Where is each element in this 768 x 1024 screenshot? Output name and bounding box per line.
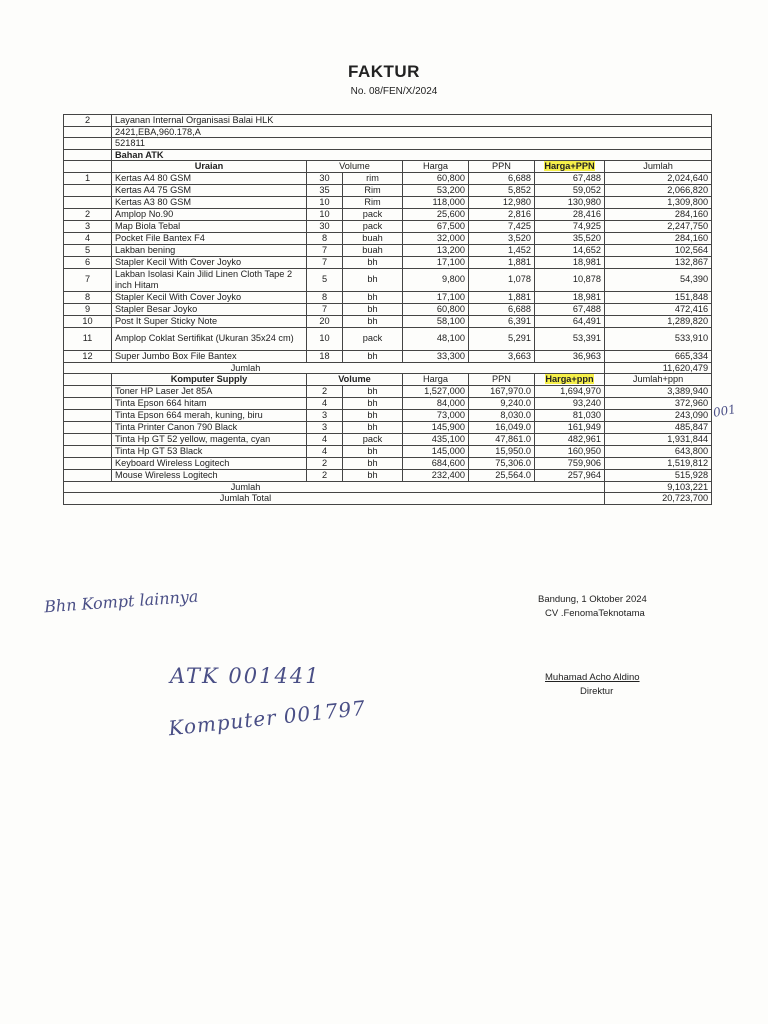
row-qty: 7 (307, 244, 343, 256)
row-item: Stapler Kecil With Cover Joyko (112, 256, 307, 268)
row-no (64, 196, 112, 208)
row-harga: 25,600 (403, 208, 469, 220)
table-row (64, 409, 712, 421)
row-item: Tinta Hp GT 52 yellow, magenta, cyan (112, 433, 307, 445)
row-jumlah: 372,960 (605, 397, 712, 409)
table-row (64, 457, 712, 469)
handwritten-note-komputer: Komputer 001797 (167, 695, 367, 741)
row-ppn: 3,663 (469, 350, 535, 362)
col-ppn-2: PPN (469, 374, 535, 386)
row-qty: 4 (307, 445, 343, 457)
table-row (64, 172, 712, 184)
row-qty: 10 (307, 327, 343, 350)
table-row (64, 397, 712, 409)
atk-total-value: 11,620,479 (605, 362, 712, 374)
row-ppn: 15,950.0 (469, 445, 535, 457)
row-no (64, 385, 112, 397)
row-item: Mouse Wireless Logitech (112, 469, 307, 481)
row-harga-ppn: 67,488 (535, 172, 605, 184)
row-qty: 20 (307, 315, 343, 327)
info-row (64, 126, 712, 138)
col-harga-ppn-2-label: Harga+ppn (545, 374, 594, 384)
info-line-1: Layanan Internal Organisasi Balai HLK (112, 115, 712, 127)
col-uraian: Uraian (112, 161, 307, 173)
info-no: 2 (64, 115, 112, 127)
komp-header-row (64, 374, 712, 386)
row-qty: 3 (307, 421, 343, 433)
row-no: 10 (64, 315, 112, 327)
info-row (64, 115, 712, 127)
row-item: Lakban bening (112, 244, 307, 256)
row-jumlah: 1,931,844 (605, 433, 712, 445)
info-line-2: 2421,EBA,960.178,A (112, 126, 712, 138)
row-harga: 84,000 (403, 397, 469, 409)
row-no (64, 184, 112, 196)
row-ppn: 3,520 (469, 232, 535, 244)
row-ppn: 25,564.0 (469, 469, 535, 481)
row-jumlah: 2,247,750 (605, 220, 712, 232)
section-row (64, 149, 712, 161)
row-ppn: 8,030.0 (469, 409, 535, 421)
row-harga-ppn: 759,906 (535, 457, 605, 469)
row-ppn: 7,425 (469, 220, 535, 232)
row-ppn: 5,291 (469, 327, 535, 350)
row-jumlah: 515,928 (605, 469, 712, 481)
row-harga: 58,100 (403, 315, 469, 327)
row-jumlah: 243,090 (605, 409, 712, 421)
row-no (64, 409, 112, 421)
row-no (64, 421, 112, 433)
place-date: Bandung, 1 Oktober 2024 (538, 594, 647, 605)
row-no: 7 (64, 268, 112, 291)
col-harga-ppn-label: Harga+PPN (544, 161, 595, 171)
row-qty: 4 (307, 433, 343, 445)
row-jumlah: 1,309,800 (605, 196, 712, 208)
row-harga: 53,200 (403, 184, 469, 196)
row-qty: 7 (307, 256, 343, 268)
row-jumlah: 2,024,640 (605, 172, 712, 184)
row-harga-ppn: 161,949 (535, 421, 605, 433)
row-jumlah: 485,847 (605, 421, 712, 433)
row-harga: 684,600 (403, 457, 469, 469)
row-no: 1 (64, 172, 112, 184)
row-qty: 8 (307, 232, 343, 244)
invoice-table (63, 114, 712, 505)
row-unit: bh (343, 469, 403, 481)
table-row (64, 220, 712, 232)
signer-name: Muhamad Acho Aldino (545, 672, 640, 683)
row-harga-ppn: 59,052 (535, 184, 605, 196)
grand-total-row (64, 493, 712, 505)
row-no: 9 (64, 303, 112, 315)
row-qty: 3 (307, 409, 343, 421)
grand-total-value: 20,723,700 (605, 493, 712, 505)
row-ppn: 47,861.0 (469, 433, 535, 445)
row-ppn: 9,240.0 (469, 397, 535, 409)
row-harga: 33,300 (403, 350, 469, 362)
invoice-number: No. 08/FEN/X/2024 (350, 86, 438, 97)
row-qty: 35 (307, 184, 343, 196)
row-item: Stapler Kecil With Cover Joyko (112, 291, 307, 303)
row-unit: bh (343, 315, 403, 327)
row-ppn: 75,306.0 (469, 457, 535, 469)
row-no: 12 (64, 350, 112, 362)
table-row (64, 184, 712, 196)
row-unit: bh (343, 291, 403, 303)
company-name: CV .FenomaTeknotama (545, 608, 645, 619)
invoice-table-body (64, 115, 712, 505)
row-unit: bh (343, 457, 403, 469)
row-unit: buah (343, 244, 403, 256)
row-no (64, 469, 112, 481)
row-unit: bh (343, 409, 403, 421)
row-qty: 2 (307, 385, 343, 397)
row-no: 5 (64, 244, 112, 256)
row-harga: 145,000 (403, 445, 469, 457)
row-unit: bh (343, 385, 403, 397)
komp-total-row (64, 481, 712, 493)
row-item: Amplop No.90 (112, 208, 307, 220)
komp-total-label: Jumlah (64, 481, 605, 493)
row-harga-ppn: 74,925 (535, 220, 605, 232)
row-no: 2 (64, 208, 112, 220)
row-jumlah: 643,800 (605, 445, 712, 457)
row-jumlah: 102,564 (605, 244, 712, 256)
row-unit: bh (343, 268, 403, 291)
row-unit: bh (343, 256, 403, 268)
komp-total-value: 9,103,221 (605, 481, 712, 493)
section-title: Bahan ATK (112, 149, 712, 161)
row-unit: pack (343, 220, 403, 232)
atk-total-row (64, 362, 712, 374)
row-harga: 17,100 (403, 291, 469, 303)
row-harga-ppn: 130,980 (535, 196, 605, 208)
row-jumlah: 3,389,940 (605, 385, 712, 397)
row-harga: 145,900 (403, 421, 469, 433)
row-ppn: 6,391 (469, 315, 535, 327)
row-harga: 67,500 (403, 220, 469, 232)
table-row (64, 385, 712, 397)
info-row (64, 138, 712, 150)
row-harga-ppn: 36,963 (535, 350, 605, 362)
row-harga: 48,100 (403, 327, 469, 350)
row-qty: 10 (307, 196, 343, 208)
invoice-title: FAKTUR (348, 62, 420, 81)
col-volume-2: Volume (307, 374, 403, 386)
row-item: Amplop Coklat Sertifikat (Ukuran 35x24 cm) (112, 327, 307, 350)
row-harga-ppn: 160,950 (535, 445, 605, 457)
table-row (64, 268, 712, 291)
row-jumlah: 1,289,820 (605, 315, 712, 327)
signer-role: Direktur (580, 686, 614, 697)
row-harga-ppn: 18,981 (535, 291, 605, 303)
row-jumlah: 284,160 (605, 208, 712, 220)
row-qty: 30 (307, 220, 343, 232)
row-ppn: 5,852 (469, 184, 535, 196)
table-row (64, 421, 712, 433)
row-ppn: 1,881 (469, 291, 535, 303)
table-row (64, 291, 712, 303)
table-row (64, 256, 712, 268)
row-harga-ppn: 14,652 (535, 244, 605, 256)
row-harga: 118,000 (403, 196, 469, 208)
row-harga-ppn: 93,240 (535, 397, 605, 409)
row-no: 3 (64, 220, 112, 232)
col-komputer-supply: Komputer Supply (112, 374, 307, 386)
row-harga-ppn: 10,878 (535, 268, 605, 291)
row-unit: pack (343, 327, 403, 350)
row-harga: 13,200 (403, 244, 469, 256)
col-ppn: PPN (469, 161, 535, 173)
row-qty: 10 (307, 208, 343, 220)
table-row (64, 232, 712, 244)
row-jumlah: 1,519,812 (605, 457, 712, 469)
table-row (64, 244, 712, 256)
row-harga: 17,100 (403, 256, 469, 268)
row-harga-ppn: 1,694,970 (535, 385, 605, 397)
row-ppn: 16,049.0 (469, 421, 535, 433)
row-item: Tinta Hp GT 53 Black (112, 445, 307, 457)
row-harga-ppn: 81,030 (535, 409, 605, 421)
row-harga: 9,800 (403, 268, 469, 291)
row-unit: bh (343, 303, 403, 315)
row-no (64, 433, 112, 445)
row-qty: 30 (307, 172, 343, 184)
row-harga-ppn: 35,520 (535, 232, 605, 244)
row-unit: pack (343, 208, 403, 220)
row-qty: 18 (307, 350, 343, 362)
row-item: Toner HP Laser Jet 85A (112, 385, 307, 397)
row-harga: 60,800 (403, 172, 469, 184)
row-harga-ppn: 257,964 (535, 469, 605, 481)
row-harga: 1,527,000 (403, 385, 469, 397)
table-row (64, 196, 712, 208)
row-no: 6 (64, 256, 112, 268)
row-harga: 32,000 (403, 232, 469, 244)
handwritten-margin-note: 001 (711, 402, 737, 420)
table-row (64, 327, 712, 350)
row-harga-ppn: 67,488 (535, 303, 605, 315)
row-harga-ppn: 53,391 (535, 327, 605, 350)
row-jumlah: 132,867 (605, 256, 712, 268)
row-item: Super Jumbo Box File Bantex (112, 350, 307, 362)
row-no: 4 (64, 232, 112, 244)
col-jumlah-ppn: Jumlah+ppn (605, 374, 712, 386)
row-harga-ppn: 28,416 (535, 208, 605, 220)
row-qty: 8 (307, 291, 343, 303)
row-item: Post It Super Sticky Note (112, 315, 307, 327)
row-ppn: 1,452 (469, 244, 535, 256)
row-unit: Rim (343, 184, 403, 196)
row-harga: 232,400 (403, 469, 469, 481)
row-harga: 73,000 (403, 409, 469, 421)
table-row (64, 315, 712, 327)
row-no: 8 (64, 291, 112, 303)
row-harga-ppn: 18,981 (535, 256, 605, 268)
row-item: Kertas A4 75 GSM (112, 184, 307, 196)
row-unit: Rim (343, 196, 403, 208)
row-jumlah: 472,416 (605, 303, 712, 315)
row-no (64, 445, 112, 457)
row-qty: 4 (307, 397, 343, 409)
row-jumlah: 2,066,820 (605, 184, 712, 196)
row-ppn: 12,980 (469, 196, 535, 208)
grand-total-label: Jumlah Total (64, 493, 605, 505)
row-harga-ppn: 482,961 (535, 433, 605, 445)
row-item: Kertas A4 80 GSM (112, 172, 307, 184)
table-row (64, 208, 712, 220)
row-item: Tinta Printer Canon 790 Black (112, 421, 307, 433)
row-item: Pocket File Bantex F4 (112, 232, 307, 244)
atk-header-row (64, 161, 712, 173)
row-no: 11 (64, 327, 112, 350)
info-line-3: 521811 (112, 138, 712, 150)
row-unit: pack (343, 433, 403, 445)
row-item: Tinta Epson 664 hitam (112, 397, 307, 409)
handwritten-note-atk: ATK 001441 (170, 664, 321, 688)
col-harga-2: Harga (403, 374, 469, 386)
row-item: Kertas A3 80 GSM (112, 196, 307, 208)
row-item: Tinta Epson 664 merah, kuning, biru (112, 409, 307, 421)
row-unit: buah (343, 232, 403, 244)
table-row (64, 433, 712, 445)
row-ppn: 6,688 (469, 172, 535, 184)
atk-total-label: Jumlah (64, 362, 605, 374)
row-no (64, 457, 112, 469)
table-row (64, 303, 712, 315)
row-jumlah: 665,334 (605, 350, 712, 362)
row-unit: rim (343, 172, 403, 184)
table-row (64, 350, 712, 362)
row-item: Keyboard Wireless Logitech (112, 457, 307, 469)
row-item: Lakban Isolasi Kain Jilid Linen Cloth Tape 2 inch Hitam (112, 268, 307, 291)
row-harga: 435,100 (403, 433, 469, 445)
row-jumlah: 284,160 (605, 232, 712, 244)
row-unit: bh (343, 421, 403, 433)
row-item: Stapler Besar Joyko (112, 303, 307, 315)
table-row (64, 469, 712, 481)
col-volume: Volume (307, 161, 403, 173)
row-unit: bh (343, 350, 403, 362)
col-jumlah: Jumlah (605, 161, 712, 173)
row-unit: bh (343, 445, 403, 457)
row-harga: 60,800 (403, 303, 469, 315)
row-jumlah: 533,910 (605, 327, 712, 350)
row-jumlah: 151,848 (605, 291, 712, 303)
row-harga-ppn: 64,491 (535, 315, 605, 327)
row-qty: 2 (307, 469, 343, 481)
col-harga: Harga (403, 161, 469, 173)
row-qty: 5 (307, 268, 343, 291)
row-ppn: 6,688 (469, 303, 535, 315)
row-qty: 7 (307, 303, 343, 315)
row-ppn: 1,881 (469, 256, 535, 268)
row-item: Map Biola Tebal (112, 220, 307, 232)
table-row (64, 445, 712, 457)
row-ppn: 1,078 (469, 268, 535, 291)
row-unit: bh (343, 397, 403, 409)
col-harga-ppn (535, 161, 605, 173)
col-harga-ppn-2 (535, 374, 605, 386)
row-no (64, 397, 112, 409)
row-ppn: 2,816 (469, 208, 535, 220)
row-jumlah: 54,390 (605, 268, 712, 291)
row-ppn: 167,970.0 (469, 385, 535, 397)
handwritten-note-bhn-kompt: Bhn Kompt lainnya (43, 586, 199, 617)
row-qty: 2 (307, 457, 343, 469)
